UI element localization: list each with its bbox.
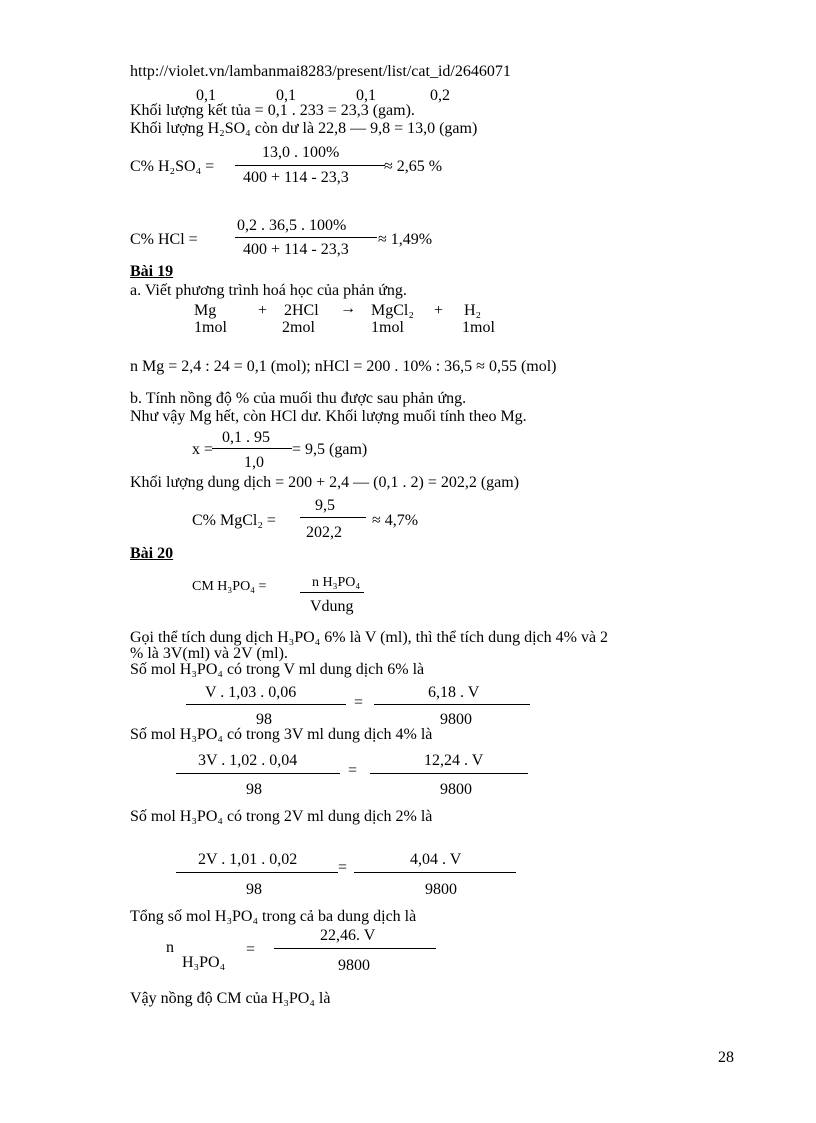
- source-url: http://violet.vn/lambanmai8283/present/list/cat_id/2646071: [130, 63, 511, 80]
- formula-numerator: 12,24 . V: [424, 752, 484, 769]
- fraction-bar: [354, 872, 516, 873]
- eq-h2: H₂: [464, 302, 482, 319]
- formula-lhs: C% HCl =: [130, 231, 198, 248]
- equals-sign: =: [246, 941, 256, 958]
- section-title-bai20: Bài 20: [130, 545, 174, 562]
- fraction-bar: [176, 773, 340, 774]
- formula-numerator: 13,0 . 100%: [262, 144, 340, 161]
- formula-denominator: 9800: [425, 881, 457, 898]
- coefficient: 0,1: [356, 87, 376, 104]
- formula-lhs: CM H₃PO₄ =: [192, 579, 267, 594]
- formula-lhs-n: n: [166, 939, 174, 956]
- formula-lhs: x =: [192, 441, 214, 458]
- h2so4-mass-line: Khối lượng H₂SO₄ còn dư là 22,8 — 9,8 = 13,0 (gam): [130, 120, 478, 137]
- eq-hcl: 2HCl: [284, 302, 319, 319]
- mol-calculation-line: n Mg = 2,4 : 24 = 0,1 (mol); nHCl = 200 . 10% : 36,5 ≈ 0,55 (mol): [130, 358, 557, 375]
- fraction-bar: [186, 704, 346, 705]
- formula-numerator: n H₃PO₄: [312, 575, 361, 590]
- mol-label: 1mol: [194, 319, 227, 336]
- eq-plus: +: [434, 302, 444, 319]
- eq-plus: +: [258, 302, 268, 319]
- fraction-bar: [176, 872, 338, 873]
- mol-label: 1mol: [462, 319, 495, 336]
- coefficient: 0,1: [196, 87, 216, 104]
- formula-denominator: 9800: [440, 711, 472, 728]
- sentence-2pct: Số mol H₃PO₄ có trong 2V ml dung dịch 2% là: [130, 808, 433, 825]
- equals-sign: =: [354, 694, 364, 711]
- formula-lhs-subscript: H₃PO₄: [182, 954, 226, 971]
- fraction-bar: [235, 237, 377, 238]
- formula-denominator: 9800: [440, 781, 472, 798]
- section-title-bai19: Bài 19: [130, 263, 174, 280]
- formula-numerator: 2V . 1,01 . 0,02: [198, 851, 298, 868]
- formula-result: ≈ 4,7%: [372, 512, 419, 529]
- mol-label: 2mol: [282, 319, 315, 336]
- eq-mg: Mg: [194, 302, 217, 319]
- formula-numerator: 3V . 1,02 . 0,04: [198, 752, 298, 769]
- bai19-part-b: b. Tính nồng độ % của muối thu được sau phản ứng.: [130, 390, 467, 407]
- formula-numerator: 4,04 . V: [410, 851, 462, 868]
- bai19-conclusion: Như vậy Mg hết, còn HCl dư. Khối lượng muối tính theo Mg.: [130, 408, 527, 425]
- formula-denominator: 400 + 114 - 23,3: [243, 169, 349, 186]
- reaction-arrow-icon: →: [340, 300, 356, 317]
- fraction-bar: [374, 704, 530, 705]
- paragraph-line: Gọi thể tích dung dịch H₃PO₄ 6% là V (ml), thì thể tích dung dịch 4% và 2: [130, 629, 609, 646]
- formula-denominator: Vdung: [310, 598, 354, 615]
- mol-label: 1mol: [371, 319, 404, 336]
- paragraph-line: % là 3V(ml) và 2V (ml).: [130, 645, 288, 662]
- fraction-bar: [300, 592, 364, 593]
- formula-denominator: 9800: [338, 957, 370, 974]
- page-number: 28: [718, 1049, 734, 1066]
- fraction-bar: [370, 773, 528, 774]
- fraction-bar: [300, 517, 366, 518]
- formula-numerator: 0,2 . 36,5 . 100%: [237, 217, 347, 234]
- fraction-bar: [235, 165, 385, 166]
- formula-lhs: C% H₂SO₄ =: [130, 158, 215, 175]
- sentence-4pct: Số mol H₃PO₄ có trong 3V ml dung dịch 4% là: [130, 726, 433, 743]
- sentence-6pct: Số mol H₃PO₄ có trong V ml dung dịch 6% là: [130, 661, 425, 678]
- formula-lhs: C% MgCl₂ =: [192, 512, 276, 529]
- formula-denominator: 98: [256, 711, 272, 728]
- formula-numerator: 9,5: [315, 497, 335, 514]
- coefficient: 0,2: [430, 87, 450, 104]
- bai19-part-a: a. Viết phương trình hoá học của phản ứng.: [130, 282, 407, 299]
- formula-numerator: 22,46. V: [320, 927, 376, 944]
- formula-denominator: 1,0: [244, 454, 264, 471]
- precipitate-mass-line: Khối lượng kết tủa = 0,1 . 233 = 23,3 (gam).: [130, 102, 415, 119]
- solution-mass-line: Khối lượng dung dịch = 200 + 2,4 — (0,1 . 2) = 202,2 (gam): [130, 474, 520, 491]
- fraction-bar: [212, 448, 292, 449]
- conclusion-line: Vậy nồng độ CM của H₃PO₄ là: [130, 990, 331, 1007]
- formula-denominator: 98: [246, 881, 262, 898]
- equals-sign: =: [338, 859, 348, 876]
- formula-denominator: 98: [246, 781, 262, 798]
- formula-result: = 9,5 (gam): [292, 441, 368, 458]
- coefficient: 0,1: [276, 87, 296, 104]
- formula-denominator: 202,2: [306, 524, 342, 541]
- fraction-bar: [274, 948, 436, 949]
- sentence-total: Tổng số mol H₃PO₄ trong cả ba dung dịch là: [130, 908, 417, 925]
- formula-numerator: 0,1 . 95: [222, 429, 270, 446]
- eq-mgcl2: MgCl₂: [371, 302, 414, 319]
- formula-numerator: V . 1,03 . 0,06: [205, 684, 297, 701]
- formula-result: ≈ 1,49%: [378, 231, 433, 248]
- formula-numerator: 6,18 . V: [428, 684, 480, 701]
- formula-denominator: 400 + 114 - 23,3: [243, 241, 349, 258]
- formula-result: ≈ 2,65 %: [384, 158, 443, 175]
- equals-sign: =: [348, 762, 358, 779]
